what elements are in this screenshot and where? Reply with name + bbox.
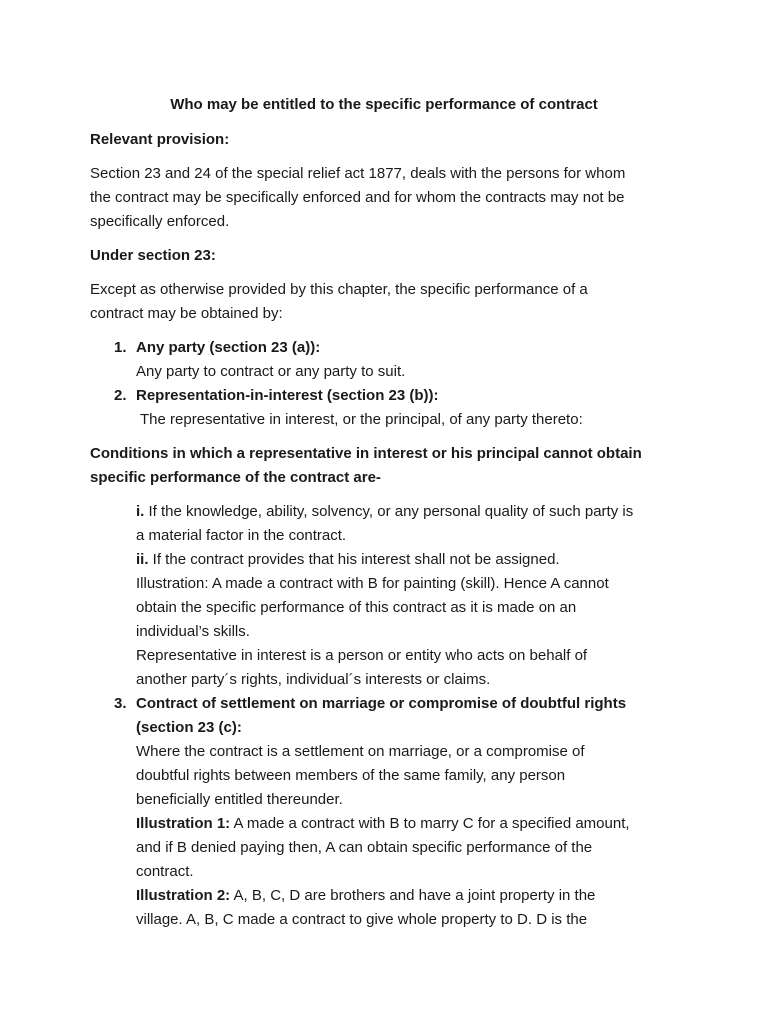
document-title: Who may be entitled to the specific performance of contract — [170, 96, 598, 113]
representative-line-1: Representative in interest is a person or entity who acts on behalf of — [136, 647, 588, 664]
illustration-2-line-1 — [136, 884, 595, 908]
illustration-line-3: individual’s skills. — [136, 623, 250, 640]
conditions-line-2: specific performance of the contract are- — [90, 469, 381, 486]
intro-line-1: Section 23 and 24 of the special relief act 1877, deals with the persons for whom — [90, 165, 626, 182]
illustration-1-line-2: and if B denied paying then, A can obtain specific performance of the — [136, 839, 593, 856]
except-line-1: Except as otherwise provided by this chapter, the specific performance of a — [90, 281, 588, 298]
illustration-1-line-1 — [136, 812, 630, 836]
except-line-2: contract may be obtained by: — [90, 305, 283, 322]
item2-text: The representative in interest, or the principal, of any party thereto: — [140, 411, 583, 428]
list-number-1: 1. — [114, 339, 127, 356]
conditions-line-1: Conditions in which a representative in interest or his principal cannot obtain — [90, 445, 642, 462]
item2-heading: Representation-in-interest (section 23 (b)): — [136, 387, 439, 404]
sub-ii-line-1 — [136, 548, 560, 572]
illustration-1-text: A made a contract with B to marry C for a specified amount, — [230, 815, 630, 832]
illustration-2-line-2: village. A, B, C made a contract to give whole property to D. D is the — [136, 911, 588, 928]
item3-heading-line-1: Contract of settlement on marriage or compromise of doubtful rights — [136, 695, 627, 712]
sub-i-line-1 — [136, 500, 633, 524]
relevant-provision-heading: Relevant provision: — [90, 131, 230, 148]
intro-line-2: the contract may be specifically enforced and for whom the contracts may not be — [90, 189, 625, 206]
representative-line-2: another party´s rights, individual´s interests or claims. — [136, 671, 491, 688]
sub-ii-text: If the contract provides that his interest shall not be assigned. — [148, 551, 560, 568]
item1-text: Any party to contract or any party to suit. — [136, 363, 406, 380]
illustration-2-text: A, B, C, D are brothers and have a joint property in the — [230, 887, 596, 904]
intro-line-3: specifically enforced. — [90, 213, 230, 230]
item3-text-line-1: Where the contract is a settlement on marriage, or a compromise of — [136, 743, 585, 760]
list-number-2: 2. — [114, 387, 127, 404]
sub-ii-marker: ii. — [136, 551, 149, 568]
item3-heading-line-2: (section 23 (c): — [136, 719, 242, 736]
sub-i-marker: i. — [136, 503, 145, 520]
item3-text-line-3: beneficially entitled thereunder. — [136, 791, 343, 808]
sub-i-line-2: a material factor in the contract. — [136, 527, 347, 544]
illustration-line-1: Illustration: A made a contract with B for painting (skill). Hence A cannot — [136, 575, 609, 592]
sub-i-text: If the knowledge, ability, solvency, or any personal quality of such party is — [144, 503, 634, 520]
illustration-line-2: obtain the specific performance of this contract as it is made on an — [136, 599, 577, 616]
illustration-2-label: Illustration 2: — [136, 887, 231, 904]
under-section-heading: Under section 23: — [90, 247, 216, 264]
item1-heading: Any party (section 23 (a)): — [136, 339, 321, 356]
illustration-1-line-3: contract. — [136, 863, 194, 880]
illustration-1-label: Illustration 1: — [136, 815, 231, 832]
item3-text-line-2: doubtful rights between members of the same family, any person — [136, 767, 566, 784]
list-number-3: 3. — [114, 695, 127, 712]
